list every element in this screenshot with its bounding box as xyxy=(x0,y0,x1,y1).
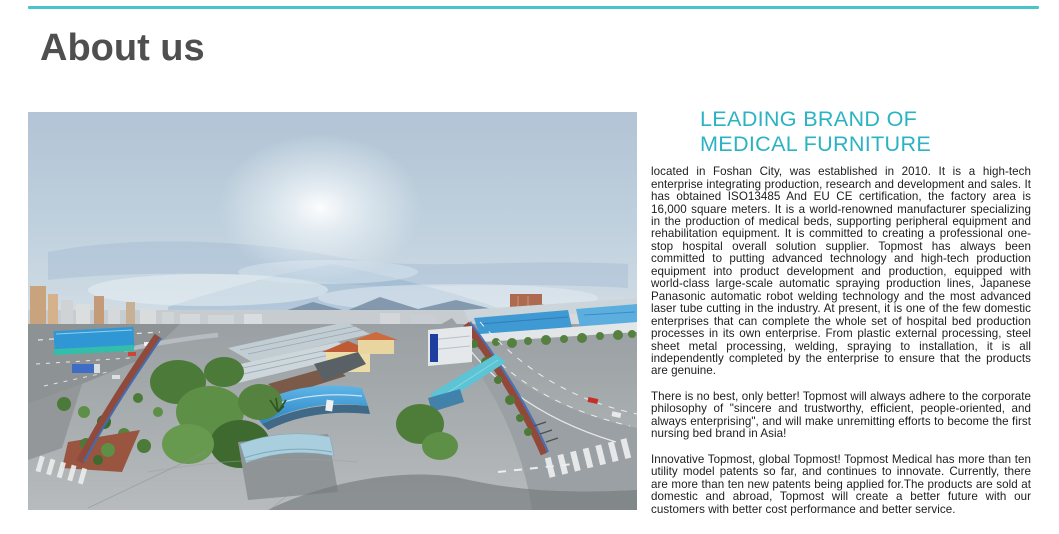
about-paragraph-2: There is no best, only better! Topmost will always adhere to the corporate philosophy of "sincere and trustworthy, efficient, people-oriented, and always enterprising", and will make unremitting efforts to become the first nursing bed brand in Asia! xyxy=(651,389,1031,441)
about-paragraph-3: Innovative Topmost, global Topmost! Topmost Medical has more than ten utility model patents so far, and continues to innovate. Currently, there are more than ten new patents being applied for.The products are sold at domestic and abroad, Topmost will create a better future with our customers with better cost performance and better service. xyxy=(651,452,1031,516)
top-divider-line xyxy=(28,6,1039,9)
about-paragraph-1: located in Foshan City, was established in 2010. It is a high-tech enterprise integrating production, research and development and sales. It has obtained ISO13485 And EU CE certification, the factory area is 16,000 square meters. It is a world-renowned manufacturer specializing in the production of medical beds, supporting peripheral equipment and rehabilitation equipment. It is committed to creating a professional one-stop hospital overall solution supplier. Topmost has always been committed to putting advanced technology and high-tech production equipment into product development and production, equipped with world-class large-scale automatic spraying production lines, Japanese Panasonic automatic robot welding technology and the most advanced laser tube cutting in the industry. At present, it is one of the few domestic enterprises that can complete the whole set of hospital bed production processes in its own enterprise. From plastic external processing, steel sheet metal processing, welding, spraying to installation, it is all independently completed by the enterprise to ensure that the products are genuine. xyxy=(651,165,1031,378)
factory-aerial-photo-art xyxy=(28,112,637,510)
sun-glow xyxy=(218,134,422,282)
blue-sign-tower xyxy=(430,334,438,362)
factory-aerial-photo xyxy=(28,112,637,510)
sky xyxy=(28,112,637,326)
about-text-column xyxy=(651,107,1031,529)
market-building xyxy=(54,327,135,355)
section-heading xyxy=(700,107,1031,156)
section-heading-line1: LEADING BRAND OF xyxy=(700,106,918,131)
section-heading-line2: MEDICAL FURNITURE xyxy=(700,130,932,156)
page-title: About us xyxy=(40,27,205,69)
